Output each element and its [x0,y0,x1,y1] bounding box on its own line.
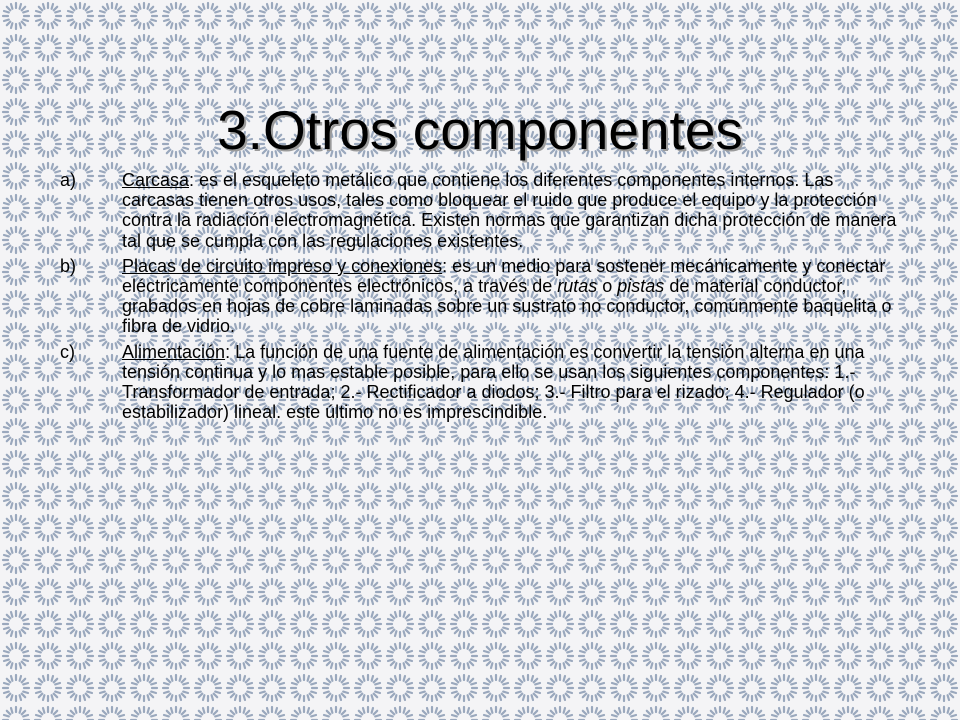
term-label: Placas de circuito impreso y conexiones [122,255,443,276]
bullet-list [60,170,905,427]
emphasis-text: rutas [557,276,598,297]
list-marker: b) [60,255,77,276]
item-text: : es un medio para sostener mecánicamente y conectar eléctricamente componentes electrónicos, a través de [122,255,886,297]
term-label: Alimentación [122,341,226,362]
item-text: o [597,276,618,297]
list-item-placas [60,256,905,337]
item-text: : es el esqueleto metálico que contiene los diferentes componentes internos. Las carcasas tienen otros usos, tales como bloquear el ruido que produce el equipo y la protección contra la radiación electromagnética. Existen normas que garantizan dicha protección de manera tal que se cumpla con las regulaciones existentes. [122,170,897,251]
item-text: de material conductor, grabados en hojas de cobre laminadas sobre un sustrato no conductor, comúnmente baquelita o fibra de vidrio. [122,276,892,337]
list-marker: a) [60,170,77,190]
term-label: Carcasa [122,170,190,190]
list-item-alimentacion [60,342,905,423]
slide-title: 3.Otros componentes [217,98,743,161]
emphasis-text: pistas [617,276,665,297]
item-text: : La función de una fuente de alimentación es convertir la tensión alterna en una tensión continua y lo mas estable posible, para ello se usan los siguientes componentes: 1.- Transformador de entrada; 2.- Rectificador a diodos; 3.- Filtro para el rizado; 4.- Regulador (o estabilizador) lineal. este último no es imprescindible. [122,341,865,423]
list-item-carcasa [60,170,905,251]
list-marker: c) [60,341,75,362]
